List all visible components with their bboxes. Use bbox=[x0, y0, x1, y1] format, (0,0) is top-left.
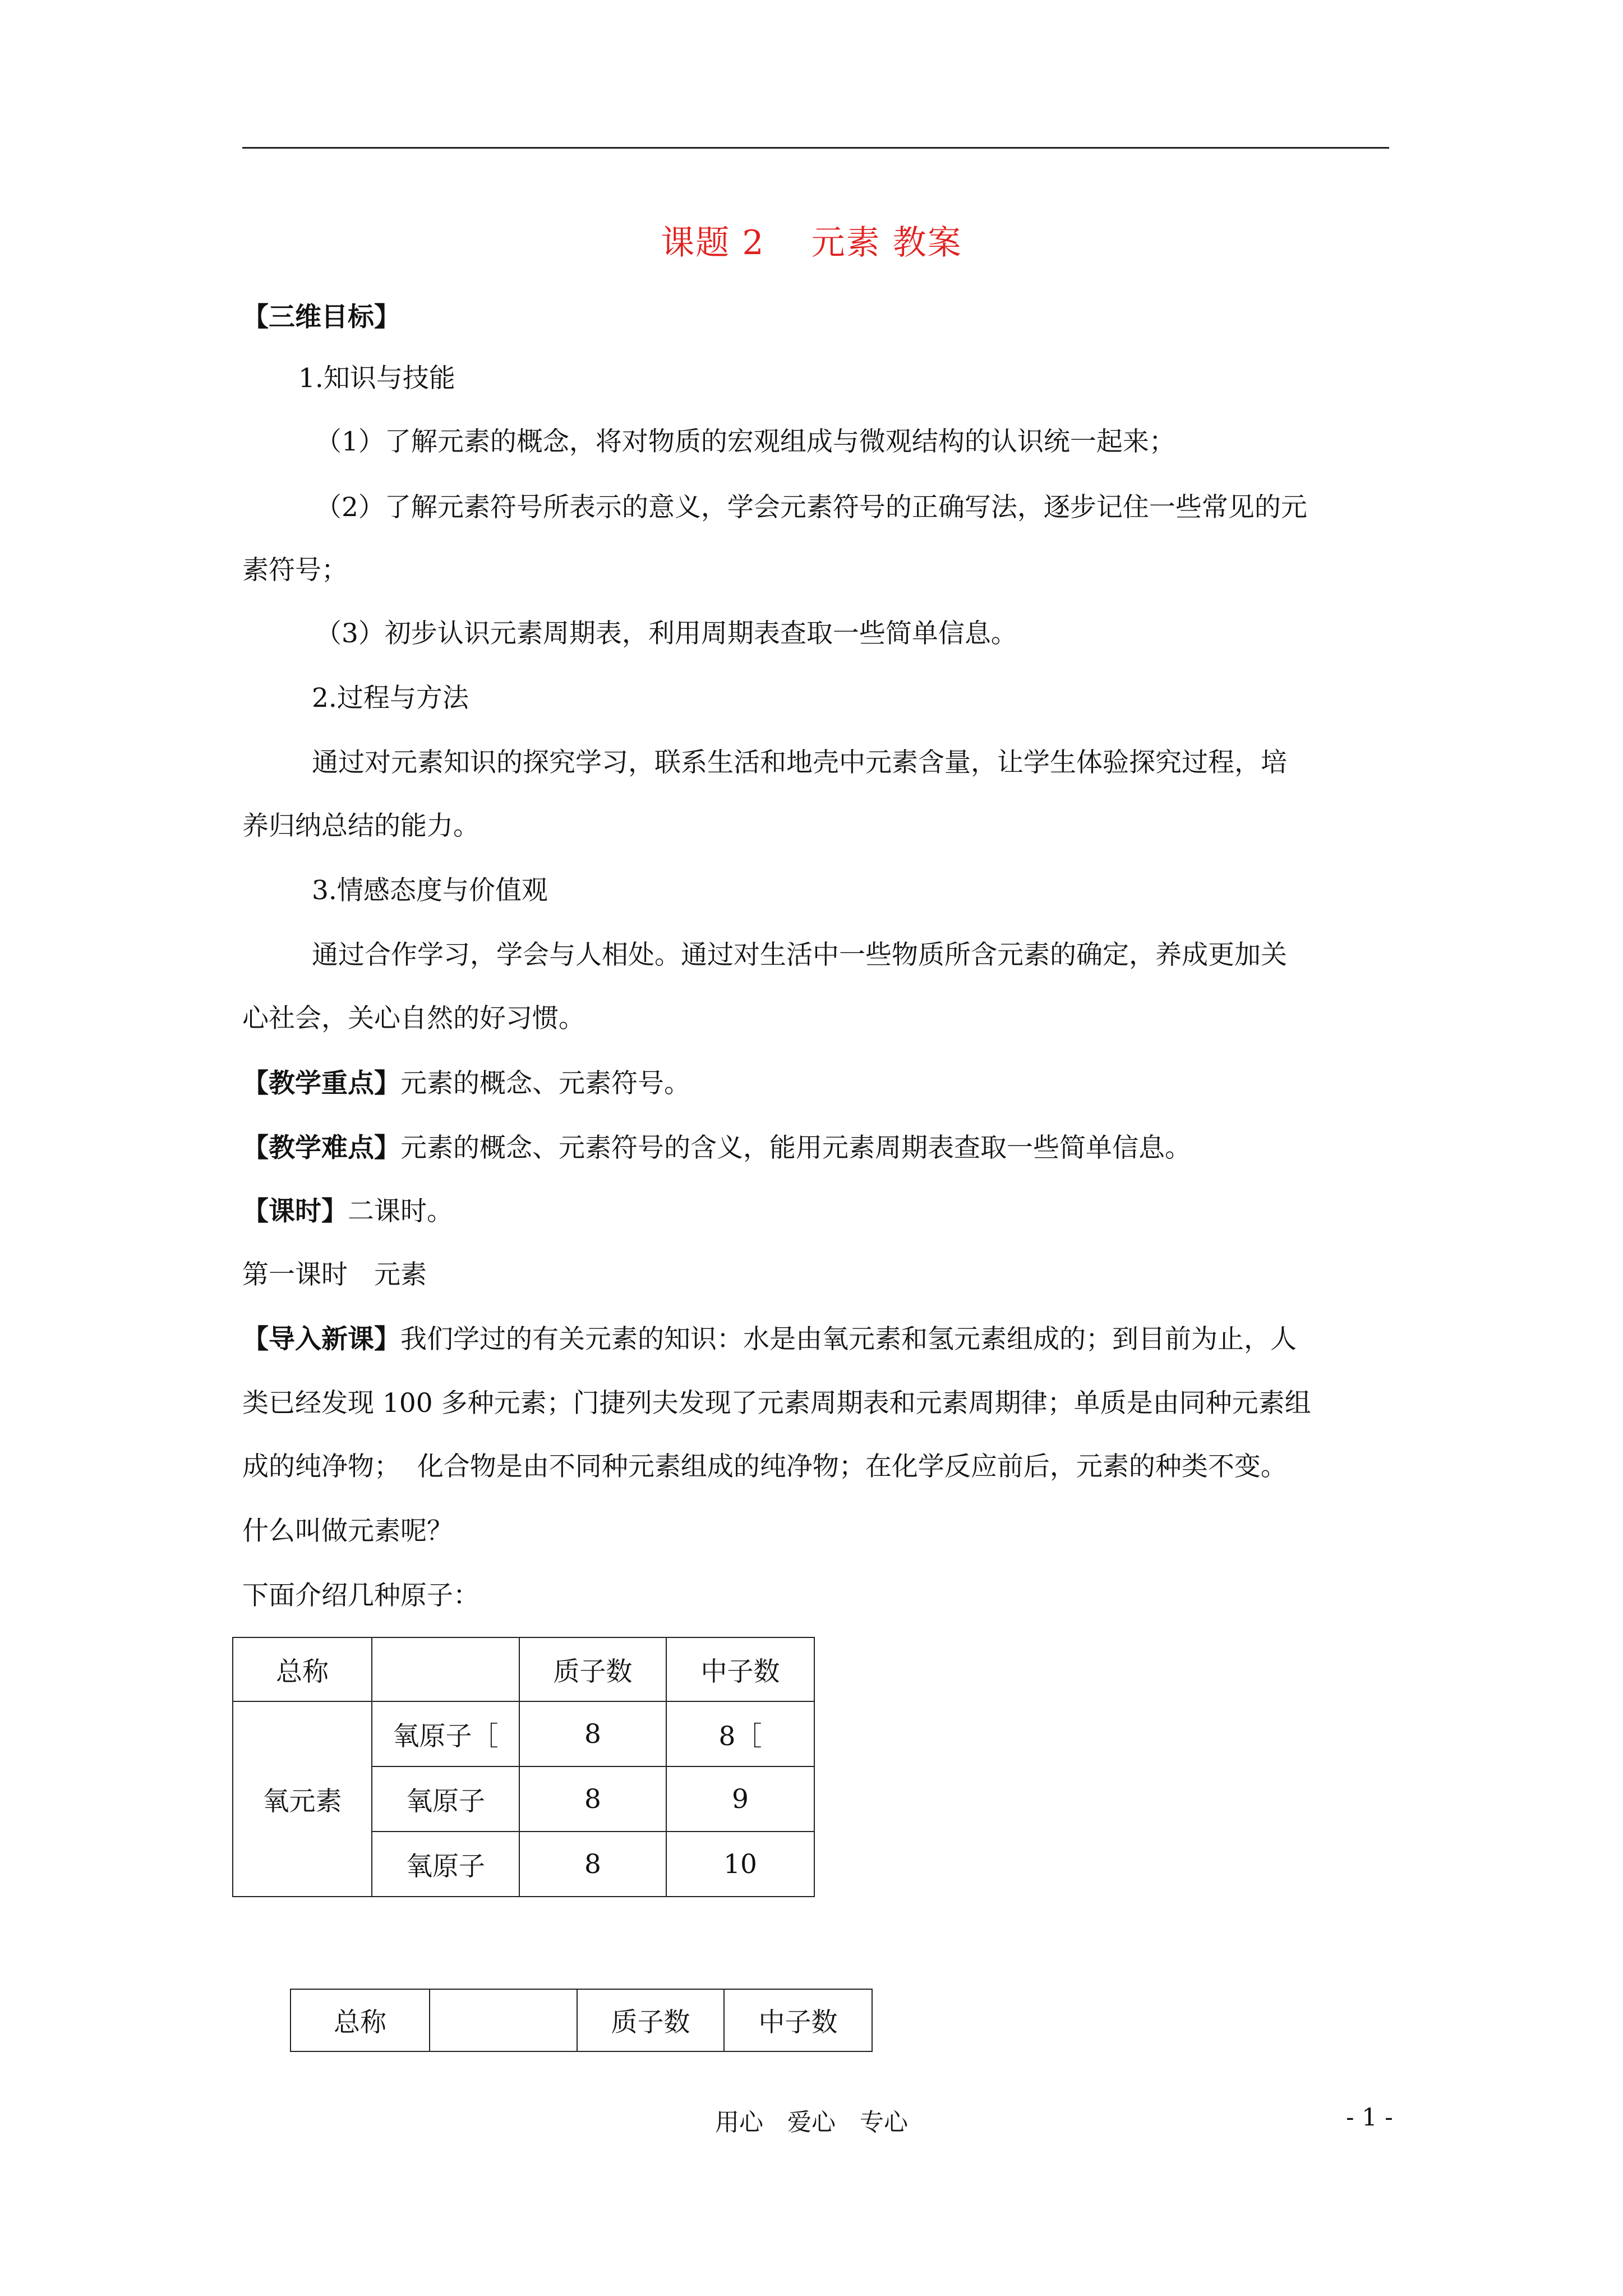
atom-name-cell: 氧原子 bbox=[372, 1832, 519, 1897]
footer-slogan: 用心 爱心 专心 bbox=[715, 2109, 908, 2137]
group-cell: 氧元素 bbox=[233, 1701, 372, 1897]
difficult-points-text: 元素的概念、元素符号的含义，能用元素周期表查取一些简单信息。 bbox=[400, 1133, 1191, 1163]
proton-cell: 8 bbox=[519, 1766, 666, 1832]
process-text-line2: 养归纳总结的能力。 bbox=[242, 811, 479, 841]
second-table bbox=[290, 1989, 873, 2052]
intro-line1 bbox=[242, 1323, 1297, 1356]
header-rule bbox=[242, 147, 1389, 149]
knowledge-item-2-line2: 素符号； bbox=[242, 555, 348, 586]
key-points-text: 元素的概念、元素符号。 bbox=[400, 1068, 690, 1099]
emotion-text-line2: 心社会，关心自然的好习惯。 bbox=[242, 1003, 585, 1034]
atoms-table bbox=[232, 1637, 815, 1897]
goals-heading: 【三维目标】 bbox=[242, 302, 400, 333]
header-cell-name: 总称 bbox=[291, 1989, 430, 2051]
class-periods-text: 二课时。 bbox=[348, 1196, 453, 1227]
table-header-row bbox=[233, 1637, 814, 1701]
atoms-intro-line: 下面介绍几种原子： bbox=[242, 1580, 479, 1611]
table-row bbox=[233, 1701, 814, 1766]
header-cell-blank bbox=[372, 1637, 519, 1701]
key-points-label: 【教学重点】 bbox=[242, 1068, 400, 1099]
header-cell-protons: 质子数 bbox=[577, 1989, 724, 2051]
knowledge-heading: 1.知识与技能 bbox=[298, 363, 455, 394]
neutron-cell: 8［ bbox=[666, 1701, 814, 1766]
intro-line2: 类已经发现 100 多种元素；门捷列夫发现了元素周期表和元素周期律；单质是由同种元素组 bbox=[242, 1388, 1311, 1419]
intro-text: 我们学过的有关元素的知识：水是由氧元素和氢元素组成的；到目前为止，人 bbox=[400, 1324, 1297, 1355]
header-cell-neutrons: 中子数 bbox=[666, 1637, 814, 1701]
knowledge-item-2-line1: （2）了解元素符号所表示的意义，学会元素符号的正确写法，逐步记住一些常见的元 bbox=[315, 492, 1307, 523]
table-header-row bbox=[291, 1989, 872, 2051]
difficult-points bbox=[242, 1131, 1191, 1165]
class-periods bbox=[242, 1195, 453, 1228]
atom-name-cell: 氧原子［ bbox=[372, 1701, 519, 1766]
header-cell-name: 总称 bbox=[233, 1637, 372, 1701]
header-cell-blank bbox=[430, 1989, 577, 2051]
key-points bbox=[242, 1067, 690, 1101]
emotion-heading: 3.情感态度与价值观 bbox=[312, 875, 548, 906]
intro-label: 【导入新课】 bbox=[242, 1324, 400, 1355]
document-title: 课题 2 元素 教案 bbox=[661, 223, 962, 263]
question-line: 什么叫做元素呢？ bbox=[242, 1516, 453, 1547]
proton-cell: 8 bbox=[519, 1701, 666, 1766]
neutron-cell: 9 bbox=[666, 1766, 814, 1832]
process-text-line1: 通过对元素知识的探究学习，联系生活和地壳中元素含量，让学生体验探究过程，培 bbox=[312, 747, 1287, 778]
knowledge-item-3: （3）初步认识元素周期表，利用周期表查取一些简单信息。 bbox=[315, 618, 1017, 649]
knowledge-item-1: （1）了解元素的概念，将对物质的宏观组成与微观结构的认识统一起来； bbox=[315, 426, 1175, 457]
proton-cell: 8 bbox=[519, 1832, 666, 1897]
intro-line3: 成的纯净物； 化合物是由不同种元素组成的纯净物；在化学反应前后，元素的种类不变。 bbox=[242, 1451, 1287, 1482]
process-heading: 2.过程与方法 bbox=[312, 683, 469, 714]
atom-name-cell: 氧原子 bbox=[372, 1766, 519, 1832]
header-cell-protons: 质子数 bbox=[519, 1637, 666, 1701]
neutron-cell: 10 bbox=[666, 1832, 814, 1897]
header-cell-neutrons: 中子数 bbox=[724, 1989, 872, 2051]
first-lesson-title: 第一课时 元素 bbox=[242, 1259, 427, 1290]
page-number: - 1 - bbox=[1346, 2104, 1393, 2132]
emotion-text-line1: 通过合作学习，学会与人相处。通过对生活中一些物质所含元素的确定，养成更加关 bbox=[312, 940, 1287, 970]
difficult-points-label: 【教学难点】 bbox=[242, 1133, 400, 1163]
class-periods-label: 【课时】 bbox=[242, 1196, 348, 1227]
